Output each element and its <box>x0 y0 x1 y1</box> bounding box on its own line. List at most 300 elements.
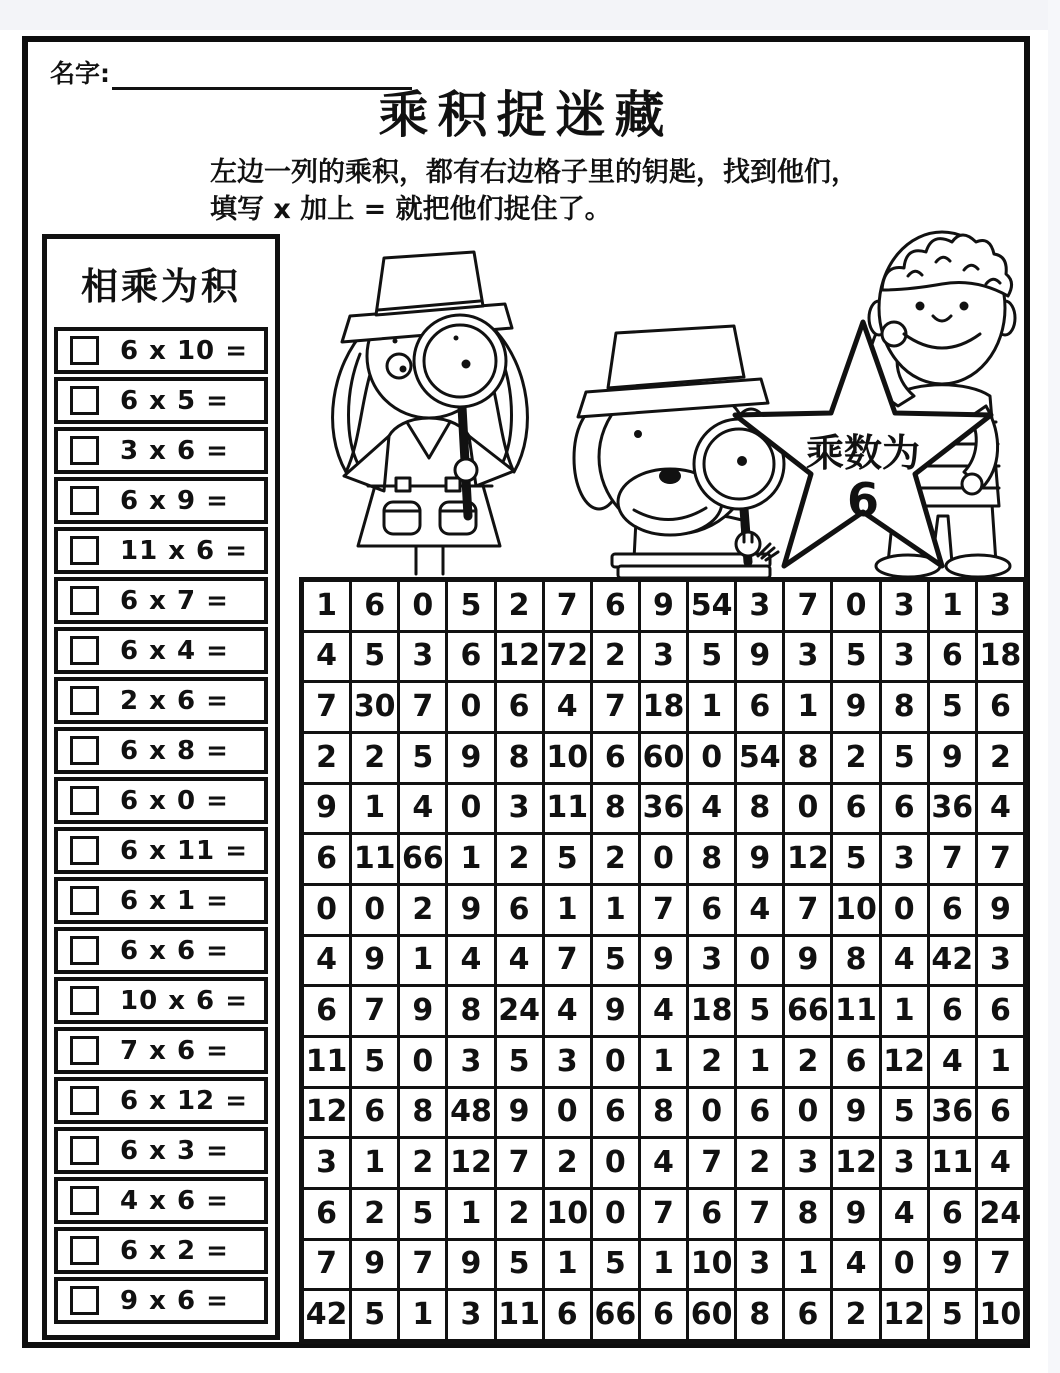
grid-cell[interactable]: 9 <box>448 886 493 934</box>
grid-cell[interactable]: 4 <box>448 937 493 985</box>
grid-cell[interactable]: 6 <box>497 683 542 731</box>
problem-label: 6 x 4 = <box>120 635 229 666</box>
problem-checkbox[interactable] <box>70 336 99 365</box>
grid-cell[interactable]: 7 <box>400 683 445 731</box>
problem-checkbox[interactable] <box>70 736 99 765</box>
grid-cell[interactable]: 2 <box>593 835 638 883</box>
instructions-line-1: 左边一列的乘积，都有右边格子里的钥匙，找到他们， <box>210 157 858 188</box>
grid-cell[interactable]: 9 <box>641 582 686 630</box>
grid-cell[interactable]: 9 <box>930 1241 975 1289</box>
grid-cell[interactable]: 2 <box>497 835 542 883</box>
grid-cell[interactable]: 5 <box>833 835 878 883</box>
problem-row <box>54 577 268 624</box>
grid-cell[interactable]: 3 <box>545 1038 590 1086</box>
page-edge-right <box>1048 0 1060 1373</box>
problem-row <box>54 877 268 924</box>
problem-label: 6 x 1 = <box>120 885 229 916</box>
grid-cell[interactable]: 4 <box>689 785 734 833</box>
grid-cell[interactable]: 1 <box>352 1139 397 1187</box>
grid-cell[interactable]: 2 <box>833 1291 878 1339</box>
grid-cell[interactable]: 1 <box>882 987 927 1035</box>
problem-checkbox[interactable] <box>70 686 99 715</box>
grid-cell[interactable]: 5 <box>400 734 445 782</box>
problem-row <box>54 427 268 474</box>
grid-cell[interactable]: 0 <box>400 582 445 630</box>
problem-checkbox[interactable] <box>70 536 99 565</box>
grid-cell[interactable]: 8 <box>737 785 782 833</box>
products-panel <box>42 234 280 1340</box>
name-input-line[interactable] <box>112 61 412 90</box>
problem-label: 6 x 2 = <box>120 1235 229 1266</box>
grid-cell[interactable]: 2 <box>737 1139 782 1187</box>
grid-cell[interactable]: 1 <box>641 1038 686 1086</box>
grid-cell[interactable]: 2 <box>497 582 542 630</box>
grid-cell[interactable]: 7 <box>641 886 686 934</box>
grid-cell[interactable]: 11 <box>545 785 590 833</box>
grid-cell[interactable]: 1 <box>785 683 830 731</box>
grid-cell[interactable]: 6 <box>689 886 734 934</box>
problem-label: 10 x 6 = <box>120 985 248 1016</box>
grid-cell[interactable]: 7 <box>978 835 1023 883</box>
grid-cell[interactable]: 5 <box>593 937 638 985</box>
grid-cell[interactable]: 4 <box>978 1139 1023 1187</box>
problem-row <box>54 677 268 724</box>
problem-checkbox[interactable] <box>70 836 99 865</box>
grid-cell[interactable]: 7 <box>737 1190 782 1238</box>
grid-cell[interactable]: 4 <box>304 633 349 681</box>
grid-cell[interactable]: 9 <box>352 937 397 985</box>
problem-label: 3 x 6 = <box>120 435 229 466</box>
grid-cell[interactable]: 5 <box>930 1291 975 1339</box>
grid-cell[interactable]: 2 <box>400 1139 445 1187</box>
grid-cell[interactable]: 5 <box>545 835 590 883</box>
grid-cell[interactable]: 3 <box>882 633 927 681</box>
grid-cell[interactable]: 7 <box>545 937 590 985</box>
problem-row <box>54 327 268 374</box>
grid-cell[interactable]: 6 <box>930 987 975 1035</box>
grid-cell[interactable]: 2 <box>785 1038 830 1086</box>
grid-cell[interactable]: 42 <box>304 1291 349 1339</box>
grid-cell[interactable]: 5 <box>882 734 927 782</box>
grid-cell[interactable]: 1 <box>737 1038 782 1086</box>
grid-cell[interactable]: 6 <box>593 734 638 782</box>
grid-cell[interactable]: 7 <box>304 1241 349 1289</box>
grid-cell[interactable]: 4 <box>978 785 1023 833</box>
grid-cell[interactable]: 11 <box>930 1139 975 1187</box>
problem-row <box>54 477 268 524</box>
grid-cell[interactable]: 3 <box>737 582 782 630</box>
grid-cell[interactable]: 12 <box>497 633 542 681</box>
grid-cell[interactable]: 12 <box>304 1089 349 1137</box>
grid-cell[interactable]: 3 <box>641 633 686 681</box>
grid-cell[interactable]: 9 <box>737 633 782 681</box>
grid-cell[interactable]: 3 <box>497 785 542 833</box>
problem-row <box>54 1127 268 1174</box>
problem-checkbox[interactable] <box>70 986 99 1015</box>
problem-row <box>54 777 268 824</box>
problem-row <box>54 927 268 974</box>
grid-cell[interactable]: 0 <box>737 937 782 985</box>
grid-cell[interactable]: 1 <box>545 1241 590 1289</box>
problems-list <box>47 327 275 1324</box>
grid-cell[interactable]: 7 <box>400 1241 445 1289</box>
problem-label: 6 x 7 = <box>120 585 229 616</box>
grid-cell[interactable]: 54 <box>737 734 782 782</box>
number-grid <box>299 577 1028 1344</box>
grid-cell[interactable]: 4 <box>882 937 927 985</box>
grid-cell[interactable]: 18 <box>689 987 734 1035</box>
grid-cell[interactable]: 60 <box>641 734 686 782</box>
grid-cell[interactable]: 3 <box>737 1241 782 1289</box>
grid-cell[interactable]: 2 <box>400 886 445 934</box>
grid-cell[interactable]: 6 <box>737 1089 782 1137</box>
page-title: 乘积捉迷藏 <box>378 86 674 144</box>
problem-checkbox[interactable] <box>70 1236 99 1265</box>
grid-cell[interactable]: 9 <box>833 1089 878 1137</box>
grid-cell[interactable]: 12 <box>448 1139 493 1187</box>
grid-cell[interactable]: 8 <box>689 835 734 883</box>
grid-cell[interactable]: 3 <box>400 633 445 681</box>
problem-checkbox[interactable] <box>70 486 99 515</box>
grid-cell[interactable]: 8 <box>448 987 493 1035</box>
grid-cell[interactable]: 7 <box>785 886 830 934</box>
grid-cell[interactable]: 3 <box>882 1139 927 1187</box>
grid-cell[interactable]: 6 <box>641 1291 686 1339</box>
grid-cell[interactable]: 72 <box>545 633 590 681</box>
star-label: 乘数为 <box>805 431 921 475</box>
grid-cell[interactable]: 12 <box>833 1139 878 1187</box>
grid-cell[interactable]: 9 <box>930 734 975 782</box>
problem-label: 6 x 12 = <box>120 1085 248 1116</box>
grid-cell[interactable]: 6 <box>304 987 349 1035</box>
grid-cell[interactable]: 2 <box>978 734 1023 782</box>
girl-detective-icon <box>333 252 528 574</box>
products-panel-title: 相乘为积 <box>81 265 241 308</box>
grid-cell[interactable]: 0 <box>400 1038 445 1086</box>
grid-cell[interactable]: 2 <box>833 734 878 782</box>
grid-cell[interactable]: 6 <box>593 582 638 630</box>
problem-label: 4 x 6 = <box>120 1185 229 1216</box>
grid-cell[interactable]: 1 <box>352 785 397 833</box>
problem-checkbox[interactable] <box>70 636 99 665</box>
grid-cell[interactable]: 9 <box>833 683 878 731</box>
grid-cell[interactable]: 8 <box>641 1089 686 1137</box>
page-edge-top <box>0 0 1060 30</box>
grid-cell[interactable]: 0 <box>785 1089 830 1137</box>
grid-cell[interactable]: 8 <box>497 734 542 782</box>
grid-cell[interactable]: 5 <box>352 1038 397 1086</box>
grid-cell[interactable]: 6 <box>497 886 542 934</box>
grid-cell[interactable]: 7 <box>689 1139 734 1187</box>
problem-label: 6 x 11 = <box>120 835 248 866</box>
problem-checkbox[interactable] <box>70 1036 99 1065</box>
grid-cell[interactable]: 1 <box>930 582 975 630</box>
problem-label: 6 x 6 = <box>120 935 229 966</box>
grid-cell[interactable]: 10 <box>978 1291 1023 1339</box>
grid-cell[interactable]: 12 <box>882 1291 927 1339</box>
grid-cell[interactable]: 5 <box>833 633 878 681</box>
grid-cell[interactable]: 8 <box>737 1291 782 1339</box>
grid-cell[interactable]: 5 <box>400 1190 445 1238</box>
grid-cell[interactable]: 6 <box>737 683 782 731</box>
grid-cell[interactable]: 7 <box>641 1190 686 1238</box>
grid-cell[interactable]: 7 <box>304 683 349 731</box>
grid-cell[interactable]: 0 <box>689 1089 734 1137</box>
problem-row <box>54 1027 268 1074</box>
grid-cell[interactable]: 3 <box>448 1291 493 1339</box>
grid-cell[interactable]: 10 <box>833 886 878 934</box>
grid-cell[interactable]: 4 <box>833 1241 878 1289</box>
grid-cell[interactable]: 0 <box>641 835 686 883</box>
grid-cell[interactable]: 10 <box>545 734 590 782</box>
grid-cell[interactable]: 6 <box>833 785 878 833</box>
grid-cell[interactable]: 8 <box>785 734 830 782</box>
grid-cell[interactable]: 5 <box>497 1038 542 1086</box>
problem-label: 6 x 8 = <box>120 735 229 766</box>
grid-cell[interactable]: 10 <box>689 1241 734 1289</box>
grid-cell[interactable]: 2 <box>352 1190 397 1238</box>
problem-checkbox[interactable] <box>70 1136 99 1165</box>
grid-cell[interactable]: 4 <box>545 987 590 1035</box>
grid-cell[interactable]: 6 <box>304 835 349 883</box>
grid-cell[interactable]: 9 <box>833 1190 878 1238</box>
problem-checkbox[interactable] <box>70 1286 99 1315</box>
grid-cell[interactable]: 7 <box>497 1139 542 1187</box>
problem-checkbox[interactable] <box>70 886 99 915</box>
grid-cell[interactable]: 7 <box>352 987 397 1035</box>
grid-cell[interactable]: 3 <box>882 582 927 630</box>
grid-cell[interactable]: 1 <box>400 937 445 985</box>
grid-cell[interactable]: 9 <box>448 1241 493 1289</box>
grid-cell[interactable]: 3 <box>304 1139 349 1187</box>
grid-cell[interactable]: 0 <box>689 734 734 782</box>
grid-cell[interactable]: 0 <box>593 1038 638 1086</box>
grid-cell[interactable]: 0 <box>882 886 927 934</box>
instructions-line-2: 填写 x 加上 = 就把他们捉住了。 <box>210 194 612 225</box>
problem-label: 7 x 6 = <box>120 1035 229 1066</box>
grid-cell[interactable]: 24 <box>978 1190 1023 1238</box>
grid-cell[interactable]: 7 <box>978 1241 1023 1289</box>
grid-cell[interactable]: 5 <box>737 987 782 1035</box>
grid-cell[interactable]: 9 <box>737 835 782 883</box>
grid-cell[interactable]: 6 <box>448 633 493 681</box>
grid-cell[interactable]: 0 <box>352 886 397 934</box>
grid-cell[interactable]: 1 <box>400 1291 445 1339</box>
grid-cell[interactable]: 2 <box>497 1190 542 1238</box>
problem-label: 6 x 9 = <box>120 485 229 516</box>
grid-cell[interactable]: 1 <box>689 683 734 731</box>
grid-cell[interactable]: 6 <box>833 1038 878 1086</box>
grid-cell[interactable]: 4 <box>545 683 590 731</box>
grid-cell[interactable]: 6 <box>352 582 397 630</box>
grid-cell[interactable]: 1 <box>448 1190 493 1238</box>
grid-cell[interactable]: 5 <box>593 1241 638 1289</box>
grid-cell[interactable]: 3 <box>978 937 1023 985</box>
grid-cell[interactable]: 9 <box>304 785 349 833</box>
page-border <box>22 36 1030 1348</box>
grid-cell[interactable]: 4 <box>497 937 542 985</box>
grid-cell[interactable]: 6 <box>882 785 927 833</box>
grid-cell[interactable]: 2 <box>545 1139 590 1187</box>
grid-cell[interactable]: 2 <box>352 734 397 782</box>
grid-cell[interactable]: 3 <box>978 582 1023 630</box>
grid-cell[interactable]: 24 <box>497 987 542 1035</box>
grid-cell[interactable]: 6 <box>689 1190 734 1238</box>
grid-cell[interactable]: 2 <box>689 1038 734 1086</box>
problem-label: 6 x 5 = <box>120 385 229 416</box>
grid-cell[interactable]: 4 <box>737 886 782 934</box>
problem-label: 6 x 10 = <box>120 335 248 366</box>
grid-cell[interactable]: 5 <box>689 633 734 681</box>
detectives-illustration <box>296 214 1036 580</box>
grid-cell[interactable]: 5 <box>352 633 397 681</box>
grid-cell[interactable]: 9 <box>497 1089 542 1137</box>
grid-cell[interactable]: 8 <box>400 1089 445 1137</box>
grid-cell[interactable]: 4 <box>930 1038 975 1086</box>
grid-cell[interactable]: 4 <box>641 1139 686 1187</box>
grid-cell[interactable]: 18 <box>978 633 1023 681</box>
grid-cell[interactable]: 0 <box>448 683 493 731</box>
grid-cell[interactable]: 9 <box>641 937 686 985</box>
grid-cell[interactable]: 7 <box>930 835 975 883</box>
grid-cell[interactable]: 9 <box>785 937 830 985</box>
problem-label: 2 x 6 = <box>120 685 229 716</box>
grid-cell[interactable]: 3 <box>448 1038 493 1086</box>
grid-cell[interactable]: 6 <box>785 1291 830 1339</box>
grid-cell[interactable]: 4 <box>400 785 445 833</box>
grid-cell[interactable]: 8 <box>833 937 878 985</box>
grid-cell[interactable]: 6 <box>545 1291 590 1339</box>
grid-cell[interactable]: 5 <box>497 1241 542 1289</box>
problem-row <box>54 977 268 1024</box>
grid-cell[interactable]: 1 <box>304 582 349 630</box>
grid-cell[interactable]: 6 <box>930 633 975 681</box>
grid-cell[interactable]: 5 <box>448 582 493 630</box>
grid-cell[interactable]: 1 <box>448 835 493 883</box>
grid-cell[interactable]: 0 <box>448 785 493 833</box>
grid-cell[interactable]: 0 <box>593 1190 638 1238</box>
grid-cell[interactable]: 2 <box>304 734 349 782</box>
grid-cell[interactable]: 7 <box>593 683 638 731</box>
problem-row <box>54 527 268 574</box>
dog-detective-icon <box>574 326 784 578</box>
grid-cell[interactable]: 12 <box>785 835 830 883</box>
grid-cell[interactable]: 0 <box>785 785 830 833</box>
grid-cell[interactable]: 11 <box>304 1038 349 1086</box>
grid-cell[interactable]: 4 <box>304 937 349 985</box>
grid-cell[interactable]: 0 <box>833 582 878 630</box>
grid-cell[interactable]: 6 <box>978 987 1023 1035</box>
grid-cell[interactable]: 0 <box>593 1139 638 1187</box>
grid-cell[interactable]: 11 <box>352 835 397 883</box>
grid-cell[interactable]: 12 <box>882 1038 927 1086</box>
grid-cell[interactable]: 36 <box>930 1089 975 1137</box>
grid-cell[interactable]: 0 <box>882 1241 927 1289</box>
grid-cell[interactable]: 1 <box>545 886 590 934</box>
grid-cell[interactable]: 30 <box>352 683 397 731</box>
problem-checkbox[interactable] <box>70 1186 99 1215</box>
grid-cell[interactable]: 36 <box>641 785 686 833</box>
problem-checkbox[interactable] <box>70 586 99 615</box>
grid-cell[interactable]: 11 <box>497 1291 542 1339</box>
grid-cell[interactable]: 6 <box>930 886 975 934</box>
grid-cell[interactable]: 7 <box>785 582 830 630</box>
grid-cell[interactable]: 6 <box>593 1089 638 1137</box>
grid-cell[interactable]: 3 <box>785 1139 830 1187</box>
grid-cell[interactable]: 4 <box>882 1190 927 1238</box>
name-label: 名字: <box>50 59 110 88</box>
grid-cell[interactable]: 42 <box>930 937 975 985</box>
grid-cell[interactable]: 6 <box>352 1089 397 1137</box>
grid-cell[interactable]: 0 <box>304 886 349 934</box>
grid-cell[interactable]: 5 <box>352 1291 397 1339</box>
problem-checkbox[interactable] <box>70 936 99 965</box>
grid-cell[interactable]: 9 <box>352 1241 397 1289</box>
grid-cell[interactable]: 6 <box>930 1190 975 1238</box>
problem-row <box>54 1227 268 1274</box>
grid-cell[interactable]: 66 <box>400 835 445 883</box>
grid-cell[interactable]: 6 <box>978 683 1023 731</box>
problem-row <box>54 627 268 674</box>
problem-checkbox[interactable] <box>70 786 99 815</box>
grid-cell[interactable]: 1 <box>785 1241 830 1289</box>
grid-cell[interactable]: 3 <box>785 633 830 681</box>
grid-cell[interactable]: 3 <box>882 835 927 883</box>
grid-cell[interactable]: 7 <box>545 582 590 630</box>
problem-label: 11 x 6 = <box>120 535 248 566</box>
problem-checkbox[interactable] <box>70 386 99 415</box>
grid-cell[interactable]: 1 <box>641 1241 686 1289</box>
grid-cell[interactable]: 6 <box>304 1190 349 1238</box>
grid-cell[interactable]: 66 <box>785 987 830 1035</box>
grid-cell[interactable]: 11 <box>833 987 878 1035</box>
problem-label: 6 x 3 = <box>120 1135 229 1166</box>
grid-cell[interactable]: 10 <box>545 1190 590 1238</box>
problem-row <box>54 377 268 424</box>
grid-cell[interactable]: 36 <box>930 785 975 833</box>
grid-cell[interactable]: 9 <box>593 987 638 1035</box>
grid-cell[interactable]: 54 <box>689 582 734 630</box>
grid-cell[interactable]: 8 <box>785 1190 830 1238</box>
problem-row <box>54 1177 268 1224</box>
problem-checkbox[interactable] <box>70 1086 99 1115</box>
grid-cell[interactable]: 6 <box>978 1089 1023 1137</box>
grid-cell[interactable]: 0 <box>545 1089 590 1137</box>
star-multiplier: 6 <box>846 473 880 527</box>
grid-cell[interactable]: 60 <box>689 1291 734 1339</box>
problem-row <box>54 1277 268 1324</box>
grid-cell[interactable]: 4 <box>641 987 686 1035</box>
name-row <box>50 54 412 90</box>
grid-cell[interactable]: 18 <box>641 683 686 731</box>
grid-cell[interactable]: 5 <box>930 683 975 731</box>
grid-cell[interactable]: 2 <box>593 633 638 681</box>
grid-cell[interactable]: 48 <box>448 1089 493 1137</box>
grid-cell[interactable]: 1 <box>593 886 638 934</box>
grid-cell[interactable]: 5 <box>882 1089 927 1137</box>
grid-cell[interactable]: 8 <box>882 683 927 731</box>
grid-cell[interactable]: 9 <box>400 987 445 1035</box>
grid-cell[interactable]: 3 <box>689 937 734 985</box>
grid-cell[interactable]: 9 <box>448 734 493 782</box>
grid-cell[interactable]: 9 <box>978 886 1023 934</box>
problem-label: 6 x 0 = <box>120 785 229 816</box>
grid-cell[interactable]: 1 <box>978 1038 1023 1086</box>
problem-checkbox[interactable] <box>70 436 99 465</box>
problem-row <box>54 727 268 774</box>
grid-cell[interactable]: 66 <box>593 1291 638 1339</box>
grid-cell[interactable]: 8 <box>593 785 638 833</box>
